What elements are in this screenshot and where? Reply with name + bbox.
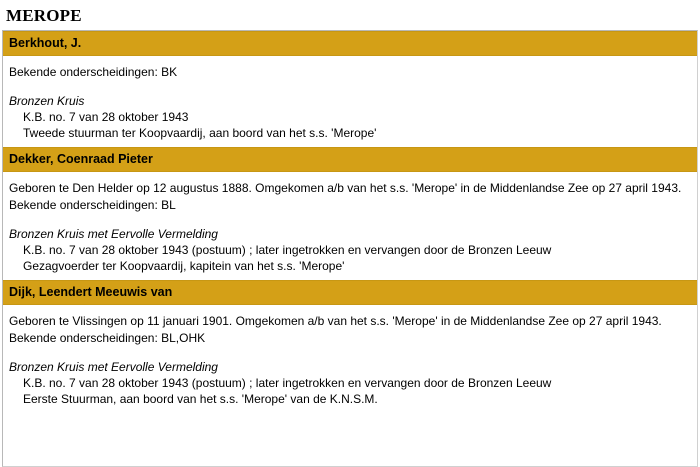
bio-line: Geboren te Den Helder op 12 augustus 1888. Omgekomen a/b van het s.s. 'Merope' in de Middenlandse Zee op 27 april 1943. xyxy=(9,181,682,195)
person-entry-body xyxy=(3,305,697,413)
award-detail: Tweede stuurman ter Koopvaardij, aan boord van het s.s. 'Merope' xyxy=(23,126,377,140)
award-detail: K.B. no. 7 van 28 oktober 1943 (postuum) ; later ingetrokken en vervangen door de Bronzen Leeuw xyxy=(23,376,552,390)
award-title: Bronzen Kruis met Eervolle Vermelding xyxy=(9,360,218,374)
award-title: Bronzen Kruis met Eervolle Vermelding xyxy=(9,227,218,241)
award-detail: Eerste Stuurman, aan boord van het s.s. 'Merope' van de K.N.S.M. xyxy=(23,392,378,406)
award-detail: Gezagvoerder ter Koopvaardij, kapitein van het s.s. 'Merope' xyxy=(23,259,345,273)
bio-line: Bekende onderscheidingen: BL xyxy=(9,198,176,212)
bio-line: Bekende onderscheidingen: BL,OHK xyxy=(9,331,206,345)
spacer xyxy=(9,81,691,91)
person-name-header: Berkhout, J. xyxy=(3,31,697,56)
bio-line: Bekende onderscheidingen: BK xyxy=(9,65,178,79)
bio-line: Geboren te Vlissingen op 11 januari 1901. Omgekomen a/b van het s.s. 'Merope' in de Middenlandse Zee op 27 april 1943. xyxy=(9,314,662,328)
person-name-header: Dijk, Leendert Meeuwis van xyxy=(3,280,697,305)
award-detail: K.B. no. 7 van 28 oktober 1943 xyxy=(23,110,189,124)
person-entry xyxy=(3,31,697,147)
award-title: Bronzen Kruis xyxy=(9,94,85,108)
person-entry-body xyxy=(3,56,697,147)
page-title: MEROPE xyxy=(6,6,82,25)
person-entry-body xyxy=(3,172,697,280)
content-frame xyxy=(2,30,698,467)
person-name-header: Dekker, Coenraad Pieter xyxy=(3,147,697,172)
award-detail: K.B. no. 7 van 28 oktober 1943 (postuum) ; later ingetrokken en vervangen door de Bronzen Leeuw xyxy=(23,243,552,257)
person-entry xyxy=(3,280,697,413)
spacer xyxy=(9,347,691,357)
person-entry xyxy=(3,147,697,280)
spacer xyxy=(9,214,691,224)
